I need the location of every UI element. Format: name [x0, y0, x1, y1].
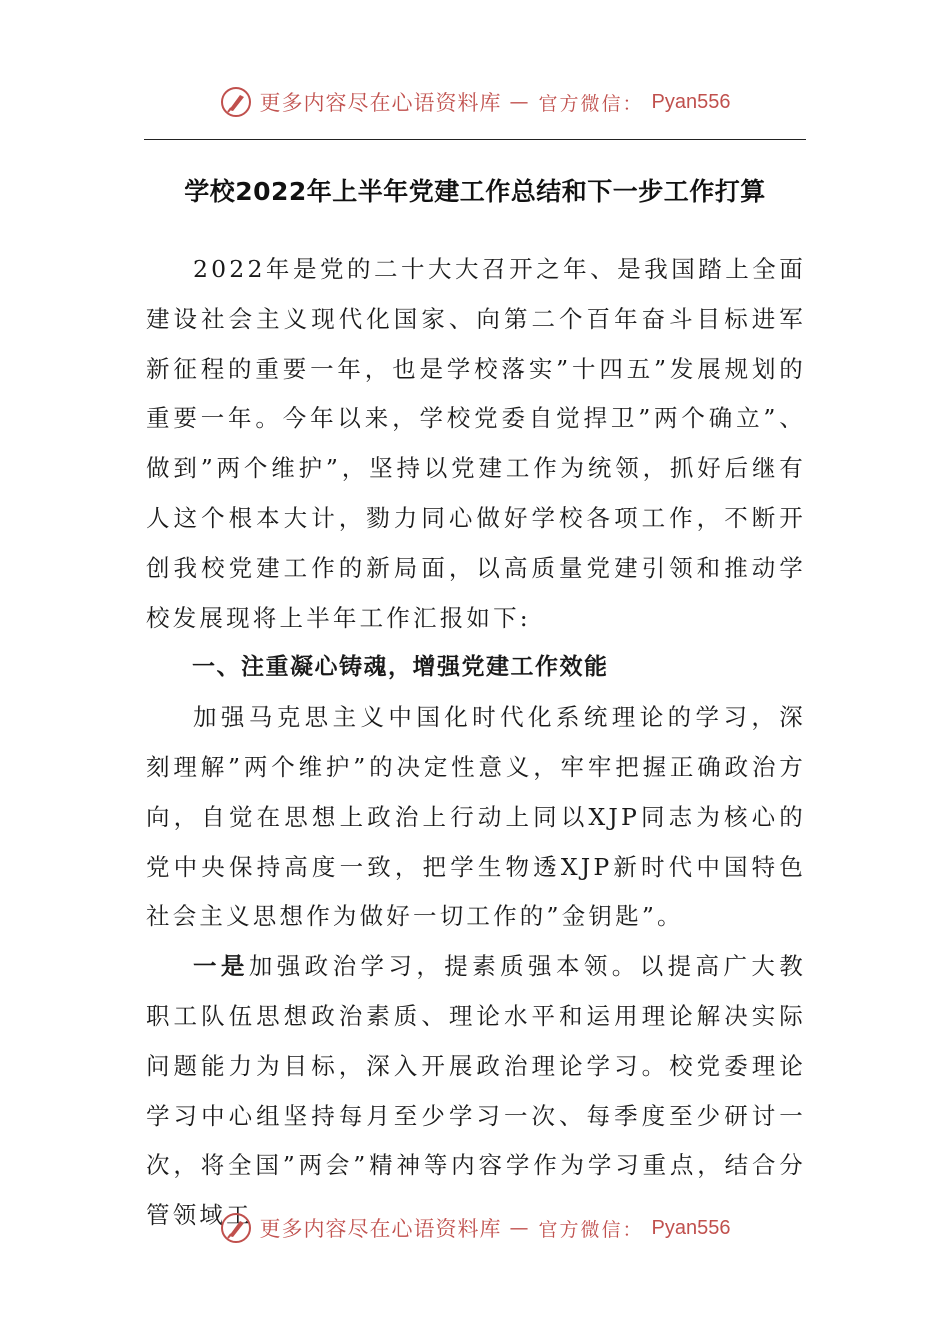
watermark-brand: 更多内容尽在心语资料库 — [259, 1217, 502, 1241]
section-heading: 一、注重凝心铸魂，增强党建工作效能 — [192, 654, 609, 681]
quill-pen-logo-icon — [220, 1212, 252, 1244]
intro-paragraph: 2022年是党的二十大大召开之年、是我国踏上全面建设社会主义现代化国家、向第二个百年奋斗目标进军新征程的重要一年，也是学校落实”十四五”发展规划的重要一年。今年以来，学校党委自觉捍卫”两个确立”、做到”两个维护”，坚持以党建工作为统领，抓好后继有人这个根本大计，勠力同心做好学校各项工作，不断开创我校党建工作的新局面，以高质量党建引领和推动学校发展现将上半年工作汇报如下: — [146, 255, 806, 632]
quill-pen-logo-icon — [220, 86, 252, 118]
document-title: 学校2022年上半年党建工作总结和下一步工作打算 — [184, 177, 766, 206]
header-divider — [144, 139, 806, 140]
watermark-suffix: 官方微信： — [538, 1218, 644, 1241]
watermark-suffix: 官方微信： — [538, 92, 644, 115]
footer-watermark — [0, 1212, 950, 1244]
item-lead: 一是 — [193, 952, 249, 981]
watermark-account: Pyan556 — [651, 90, 731, 113]
watermark-brand: 更多内容尽在心语资料库 — [259, 91, 502, 115]
item-text: 加强政治学习，提素质强本领。以提高广大教职工队伍思想政治素质、理论水平和运用理论解决实际问题能力为目标，深入开展政治理论学习。校党委理论学习中心组坚持每月至少学习一次、每季度至少研讨一次，将全国”两会”精神等内容学作为学习重点，结合分管领域工 — [146, 952, 806, 1230]
watermark-separator: — — [509, 91, 531, 113]
header-watermark — [0, 86, 950, 118]
section-paragraph: 加强马克思主义中国化时代化系统理论的学习，深刻理解”两个维护”的决定性意义，牢牢把握正确政治方向，自觉在思想上政治上行动上同以XJP同志为核心的党中央保持高度一致，把学生物透XJP新时代中国特色社会主义思想作为做好一切工作的”金钥匙”。 — [146, 703, 806, 931]
watermark-separator: — — [509, 1217, 531, 1239]
document-body — [146, 245, 806, 1241]
watermark-account: Pyan556 — [651, 1216, 731, 1239]
item-paragraph — [146, 942, 806, 1241]
